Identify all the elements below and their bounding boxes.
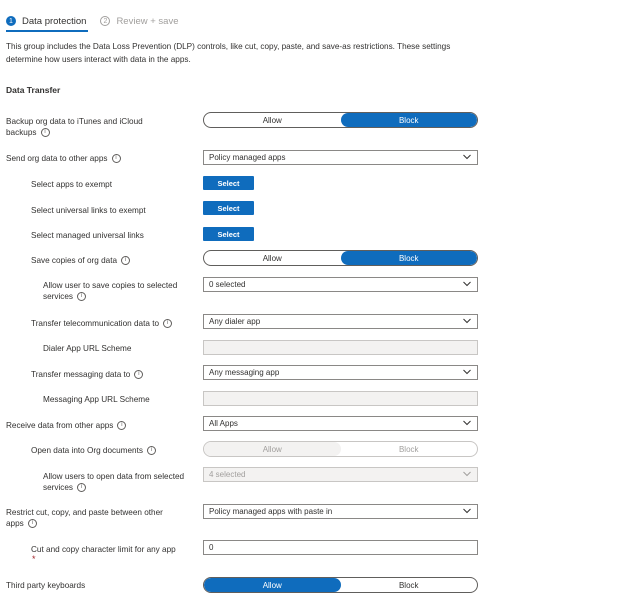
step-review-save[interactable] (100, 16, 178, 27)
allow-save-copies-dropdown[interactable] (203, 277, 478, 292)
send-org-data-label-text: Send org data to other apps (6, 154, 108, 163)
char-limit-input[interactable]: 0 (203, 540, 478, 555)
toggle-block[interactable]: Block (398, 580, 419, 590)
dropdown-value: Any messaging app (209, 368, 280, 377)
dialer-scheme-label: Dialer App URL Scheme (43, 344, 132, 353)
wizard-steps (6, 12, 178, 30)
messaging-scheme-input[interactable] (203, 391, 478, 406)
transfer-messaging-label (31, 369, 143, 380)
receive-data-label (6, 420, 126, 431)
step-label: Data protection (22, 15, 87, 27)
info-icon[interactable]: i (117, 421, 126, 430)
restrict-cut-copy-label-text: Restrict cut, copy, and paste between other apps (6, 508, 163, 528)
allow-open-from-label-text: Allow users to open data from selected services (43, 472, 185, 492)
backup-label-text: Backup org data to iTunes and iCloud backups (6, 117, 143, 137)
select-apps-exempt-button[interactable]: Select (203, 176, 254, 190)
step-number-2: 2 (100, 16, 110, 26)
select-apps-exempt-label: Select apps to exempt (31, 180, 113, 189)
info-icon[interactable]: i (121, 256, 130, 265)
third-party-keyboards-label: Third party keyboards (6, 581, 86, 590)
open-into-org-toggle[interactable] (203, 441, 478, 457)
toggle-block[interactable]: Block (398, 444, 419, 454)
info-icon[interactable]: i (77, 292, 86, 301)
toggle-block[interactable]: Block (341, 113, 478, 127)
open-into-org-label (31, 445, 156, 456)
toggle-block[interactable]: Block (341, 251, 478, 265)
send-org-data-dropdown[interactable] (203, 150, 478, 165)
transfer-telecom-label (31, 318, 172, 329)
transfer-messaging-dropdown[interactable] (203, 365, 478, 380)
chevron-down-icon (463, 369, 471, 375)
chevron-down-icon (463, 281, 471, 287)
third-party-keyboards-toggle[interactable] (203, 577, 478, 593)
restrict-cut-copy-label (6, 507, 166, 529)
save-copies-label (31, 255, 130, 266)
toggle-allow[interactable]: Allow (262, 115, 282, 125)
toggle-allow[interactable]: Allow (262, 253, 282, 263)
restrict-cut-copy-dropdown[interactable] (203, 504, 478, 519)
backup-label (6, 116, 166, 138)
dropdown-value: Any dialer app (209, 317, 261, 326)
transfer-telecom-dropdown[interactable] (203, 314, 478, 329)
dropdown-value: Policy managed apps (209, 153, 286, 162)
info-icon[interactable]: i (28, 519, 37, 528)
info-icon[interactable]: i (41, 128, 50, 137)
toggle-allow[interactable]: Allow (204, 442, 341, 456)
dropdown-value: 4 selected (209, 470, 246, 479)
save-copies-label-text: Save copies of org data (31, 256, 118, 265)
chevron-down-icon (463, 154, 471, 160)
allow-save-copies-label (43, 280, 193, 302)
select-managed-universal-links-label: Select managed universal links (31, 231, 144, 240)
select-universal-links-label: Select universal links to exempt (31, 206, 146, 215)
section-title: Data Transfer (6, 85, 61, 95)
save-copies-toggle[interactable] (203, 250, 478, 266)
info-icon[interactable]: i (77, 483, 86, 492)
info-icon[interactable]: i (147, 446, 156, 455)
chevron-down-icon (463, 420, 471, 426)
chevron-down-icon (463, 471, 471, 477)
info-icon[interactable]: i (163, 319, 172, 328)
step-data-protection[interactable] (6, 16, 86, 27)
receive-data-dropdown[interactable] (203, 416, 478, 431)
allow-open-from-dropdown[interactable] (203, 467, 478, 482)
backup-toggle[interactable] (203, 112, 478, 128)
transfer-messaging-label-text: Transfer messaging data to (31, 370, 131, 379)
messaging-scheme-label: Messaging App URL Scheme (43, 395, 150, 404)
allow-open-from-label (43, 471, 193, 493)
step-number-1: 1 (6, 16, 16, 26)
dropdown-value: All Apps (209, 419, 238, 428)
info-icon[interactable]: i (112, 154, 121, 163)
open-into-org-label-text: Open data into Org documents (31, 446, 143, 455)
receive-data-label-text: Receive data from other apps (6, 421, 114, 430)
group-description: This group includes the Data Loss Prevention (DLP) controls, like cut, copy, paste, and save-as restrictions. These settings determine how users interact with data in the apps. (6, 42, 451, 64)
char-limit-label: Cut and copy character limit for any app (31, 545, 176, 554)
select-universal-links-button[interactable]: Select (203, 201, 254, 215)
required-marker: * (32, 554, 36, 564)
step-label: Review + save (116, 15, 179, 27)
dropdown-value: Policy managed apps with paste in (209, 507, 333, 516)
info-icon[interactable]: i (134, 370, 143, 379)
allow-save-copies-label-text: Allow user to save copies to selected services (43, 281, 178, 301)
dropdown-value: 0 selected (209, 280, 246, 289)
dialer-scheme-input[interactable] (203, 340, 478, 355)
chevron-down-icon (463, 508, 471, 514)
transfer-telecom-label-text: Transfer telecommunication data to (31, 319, 160, 328)
chevron-down-icon (463, 318, 471, 324)
active-step-underline (6, 30, 88, 32)
toggle-allow[interactable]: Allow (204, 578, 341, 592)
send-org-data-label (6, 153, 121, 164)
select-managed-universal-links-button[interactable]: Select (203, 227, 254, 241)
